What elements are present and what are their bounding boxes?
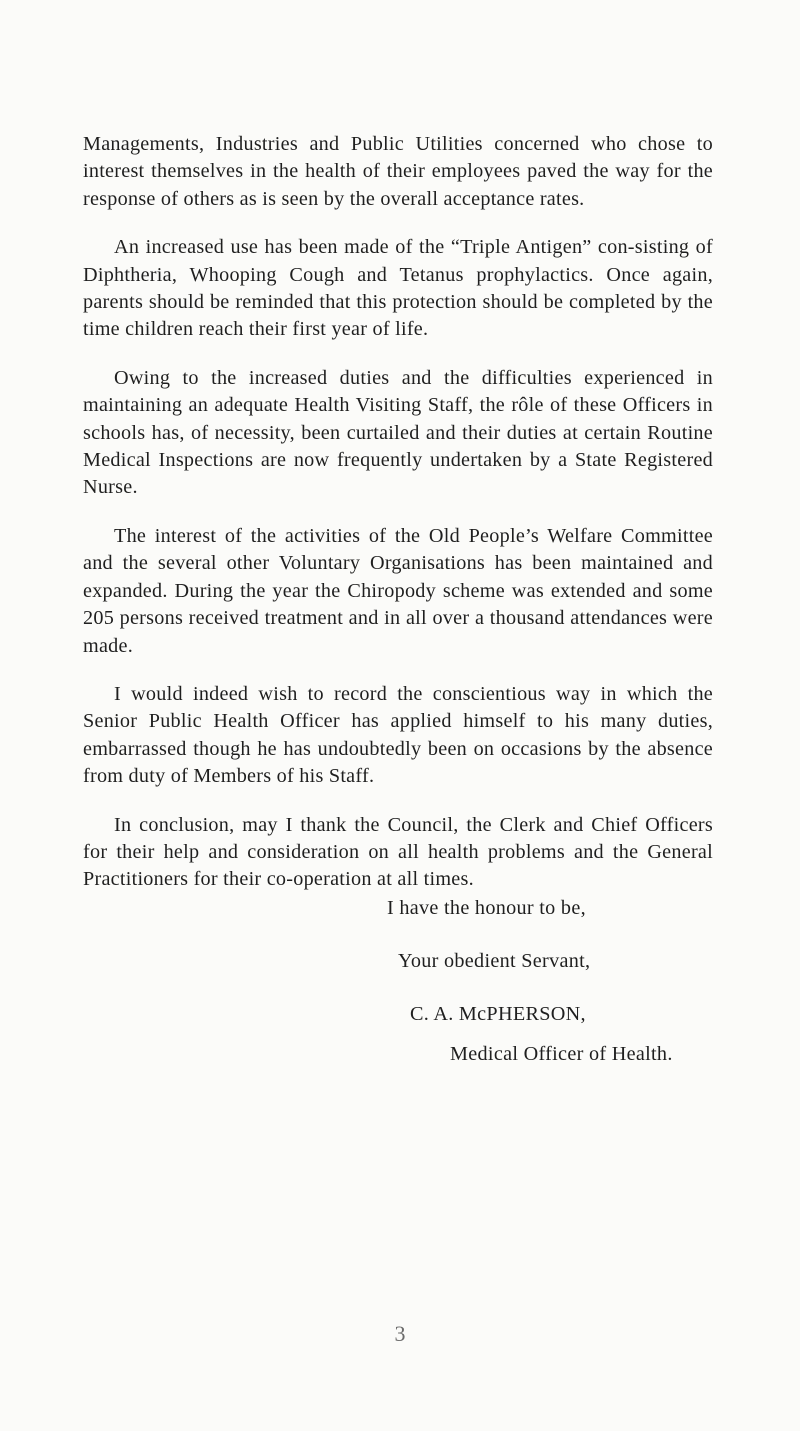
- paragraph-managements: Managements, Industries and Public Utilities concerned who chose to interest themselves in the health of their employees paved the way for the response of others as is seen by the overall acceptance rates.: [83, 133, 713, 210]
- closing-salutation: I have the honour to be,: [387, 897, 586, 919]
- page-number: 3: [394, 1321, 406, 1346]
- paragraph-senior-officer: I would indeed wish to record the conscientious way in which the Senior Public Health Officer has applied himself to his many duties, embarrassed though he has undoubtedly been on occasions by the absence from duty of Members of his Staff.: [83, 682, 713, 788]
- paragraph-old-peoples-welfare: The interest of the activities of the Old People’s Welfare Committee and the several other Voluntary Organisations has been maintained and expanded. During the year the Chiropody scheme was extended and some 205 persons received treatment and in all over a thousand attendances were made.: [83, 524, 713, 657]
- paragraph-health-visiting: Owing to the increased duties and the difficulties experienced in maintaining an adequate Health Visiting Staff, the rôle of these Officers in schools has, of necessity, been curtailed and their duties at certain Routine Medical Inspections are now frequently undertaken by a State Registered Nurse.: [83, 366, 713, 499]
- letter-body: [83, 131, 713, 915]
- signatory-title: Medical Officer of Health.: [450, 1043, 673, 1065]
- paragraph-conclusion: In conclusion, may I thank the Council, the Clerk and Chief Officers for their help and consideration on all health problems and the General Practitioners for their co-operation at all times.: [83, 813, 713, 891]
- signatory-name: C. A. McPHERSON,: [410, 1003, 586, 1025]
- paragraph-triple-antigen: An increased use has been made of the “Triple Antigen” con-sisting of Diphtheria, Whooping Cough and Tetanus prophylactics. Once again, parents should be reminded that this protection should be completed by the time children reach their first year of life.: [83, 236, 713, 341]
- closing-valediction: Your obedient Servant,: [398, 950, 591, 972]
